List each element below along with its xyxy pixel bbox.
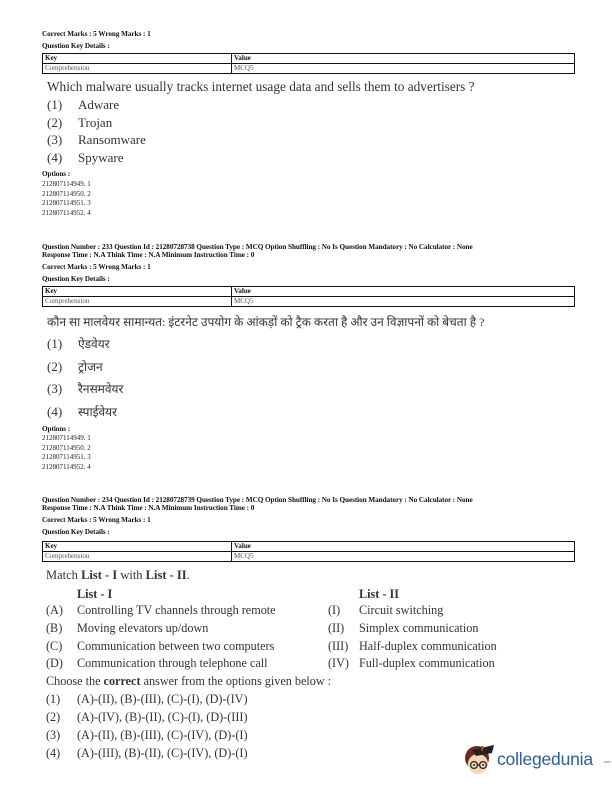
option-text: Ransomware bbox=[78, 132, 146, 147]
list-1-title: List - I bbox=[77, 587, 113, 601]
option-number: (3) bbox=[47, 381, 63, 396]
option-id: 212807114950. 2 bbox=[42, 443, 91, 452]
list-1-item: (C) Communication between two computers bbox=[46, 639, 275, 653]
option-item bbox=[47, 149, 146, 167]
table-cell-key: Comprehension bbox=[43, 552, 232, 562]
option-id: 212807114951. 3 bbox=[42, 453, 91, 461]
option-item bbox=[47, 401, 123, 424]
option-id: 212807114950. 2 bbox=[42, 189, 91, 198]
option-list bbox=[47, 333, 123, 423]
option-text: ट्रोजन bbox=[78, 359, 103, 374]
list-1-item: (D) Communication through telephone call bbox=[46, 656, 268, 670]
option-number: (3) bbox=[47, 132, 63, 147]
option-item bbox=[47, 333, 123, 356]
option-item bbox=[47, 356, 123, 379]
marks-line: Correct Marks : 5 Wrong Marks : 1 bbox=[42, 263, 151, 271]
option-text: ऐडवेयर bbox=[78, 337, 110, 351]
answer-option: (4) (A)-(III), (B)-(II), (C)-(IV), (D)-(I) bbox=[46, 746, 248, 760]
marks-line: Correct Marks : 5 Wrong Marks : 1 bbox=[42, 30, 151, 38]
list-2-ref: List - II bbox=[145, 568, 187, 582]
question-timing-234: Response Time : N.A Think Time : N.A Minimum Instruction Time : 0 bbox=[42, 504, 255, 512]
table-header-value: Value bbox=[232, 54, 575, 64]
marks-line: Correct Marks : 5 Wrong Marks : 1 bbox=[42, 516, 151, 524]
answer-option: (3) (A)-(II), (B)-(III), (C)-(IV), (D)-(I) bbox=[46, 728, 248, 742]
table-cell-key: Comprehension bbox=[43, 297, 232, 307]
option-number: (2) bbox=[47, 114, 63, 130]
list-2-item: (II) Simplex communication bbox=[328, 621, 479, 635]
brand-tld: .com bbox=[603, 760, 611, 764]
option-number: (1) bbox=[47, 97, 63, 112]
list-2-title: List - II bbox=[359, 587, 399, 601]
mascot-icon bbox=[462, 738, 498, 780]
option-text: Adware bbox=[78, 97, 120, 112]
option-list bbox=[47, 96, 146, 166]
option-number: (4) bbox=[47, 149, 63, 165]
option-id-list bbox=[42, 180, 91, 218]
table-cell-value: MCQ5 bbox=[232, 64, 575, 74]
option-text: स्पाईवेयर bbox=[78, 404, 118, 419]
question-meta-234: Question Number : 234 Question Id : 21280728739 Question Type : MCQ Option Shuffling : No Is Question Mandatory : No Calculator : None bbox=[42, 496, 473, 504]
question-meta-233: Question Number : 233 Question Id : 21280728738 Question Type : MCQ Option Shuffling : No Is Question Mandatory : No Calculator : None bbox=[42, 243, 473, 251]
option-id: 212807114951. 3 bbox=[42, 199, 91, 207]
option-id: 212807114952. 4 bbox=[42, 208, 91, 217]
match-intro: Match List - I with List - II. bbox=[46, 568, 190, 582]
table-header-key: Key bbox=[43, 54, 232, 64]
option-id-list bbox=[42, 434, 91, 472]
table-header-value: Value bbox=[232, 287, 575, 297]
list-2-item: (I) Circuit switching bbox=[328, 603, 444, 617]
answer-option: (1) (A)-(II), (B)-(III), (C)-(I), (D)-(IV) bbox=[46, 692, 248, 706]
question-key-table bbox=[42, 541, 575, 562]
question-key-table bbox=[42, 53, 575, 74]
option-id: 212807114949. 1 bbox=[42, 434, 91, 442]
option-item bbox=[47, 378, 123, 401]
table-cell-value: MCQ5 bbox=[232, 552, 575, 562]
choose-instruction: Choose the correct answer from the options given below : bbox=[46, 674, 332, 688]
option-number: (4) bbox=[47, 403, 63, 419]
question-key-table bbox=[42, 286, 575, 307]
key-details-label: Question Key Details : bbox=[42, 275, 110, 283]
option-text: Trojan bbox=[78, 114, 113, 130]
option-item bbox=[47, 131, 146, 149]
table-cell-key: Comprehension bbox=[43, 64, 232, 74]
option-text: रैनसमवेयर bbox=[78, 382, 124, 396]
key-details-label: Question Key Details : bbox=[42, 528, 110, 536]
table-header-key: Key bbox=[43, 287, 232, 297]
table-header-key: Key bbox=[43, 542, 232, 552]
table-cell-value: MCQ5 bbox=[232, 297, 575, 307]
question-text: Which malware usually tracks internet usage data and sells them to advertisers ? bbox=[47, 79, 475, 94]
options-label: Options : bbox=[42, 170, 71, 178]
option-item bbox=[47, 96, 146, 114]
brand-name: collegedunia bbox=[497, 749, 593, 769]
answer-option: (2) (A)-(IV), (B)-(II), (C)-(I), (D)-(III) bbox=[46, 710, 248, 724]
option-id: 212807114949. 1 bbox=[42, 180, 91, 188]
options-label: Options : bbox=[42, 425, 71, 433]
list-1-item: (A) Controlling TV channels through remote bbox=[46, 603, 276, 617]
option-id: 212807114952. 4 bbox=[42, 462, 91, 471]
option-number: (2) bbox=[47, 358, 63, 374]
key-details-label: Question Key Details : bbox=[42, 42, 110, 50]
list-2-item: (IV) Full-duplex communication bbox=[328, 656, 495, 670]
list-1-ref: List - I bbox=[81, 568, 118, 582]
question-timing-233: Response Time : N.A Think Time : N.A Minimum Instruction Time : 0 bbox=[42, 251, 255, 259]
option-number: (1) bbox=[47, 336, 63, 351]
option-text: Spyware bbox=[78, 149, 124, 165]
table-header-value: Value bbox=[232, 542, 575, 552]
question-text-hindi: कौन सा मालवेयर सामान्यत: इंटरनेट उपयोग के आंकड़ों को ट्रैक करता है और उन विज्ञापनों को बेचता है ? bbox=[47, 315, 485, 329]
list-1-item: (B) Moving elevators up/down bbox=[46, 621, 209, 635]
list-2-item: (III) Half-duplex communication bbox=[328, 639, 497, 653]
option-item bbox=[47, 114, 146, 132]
